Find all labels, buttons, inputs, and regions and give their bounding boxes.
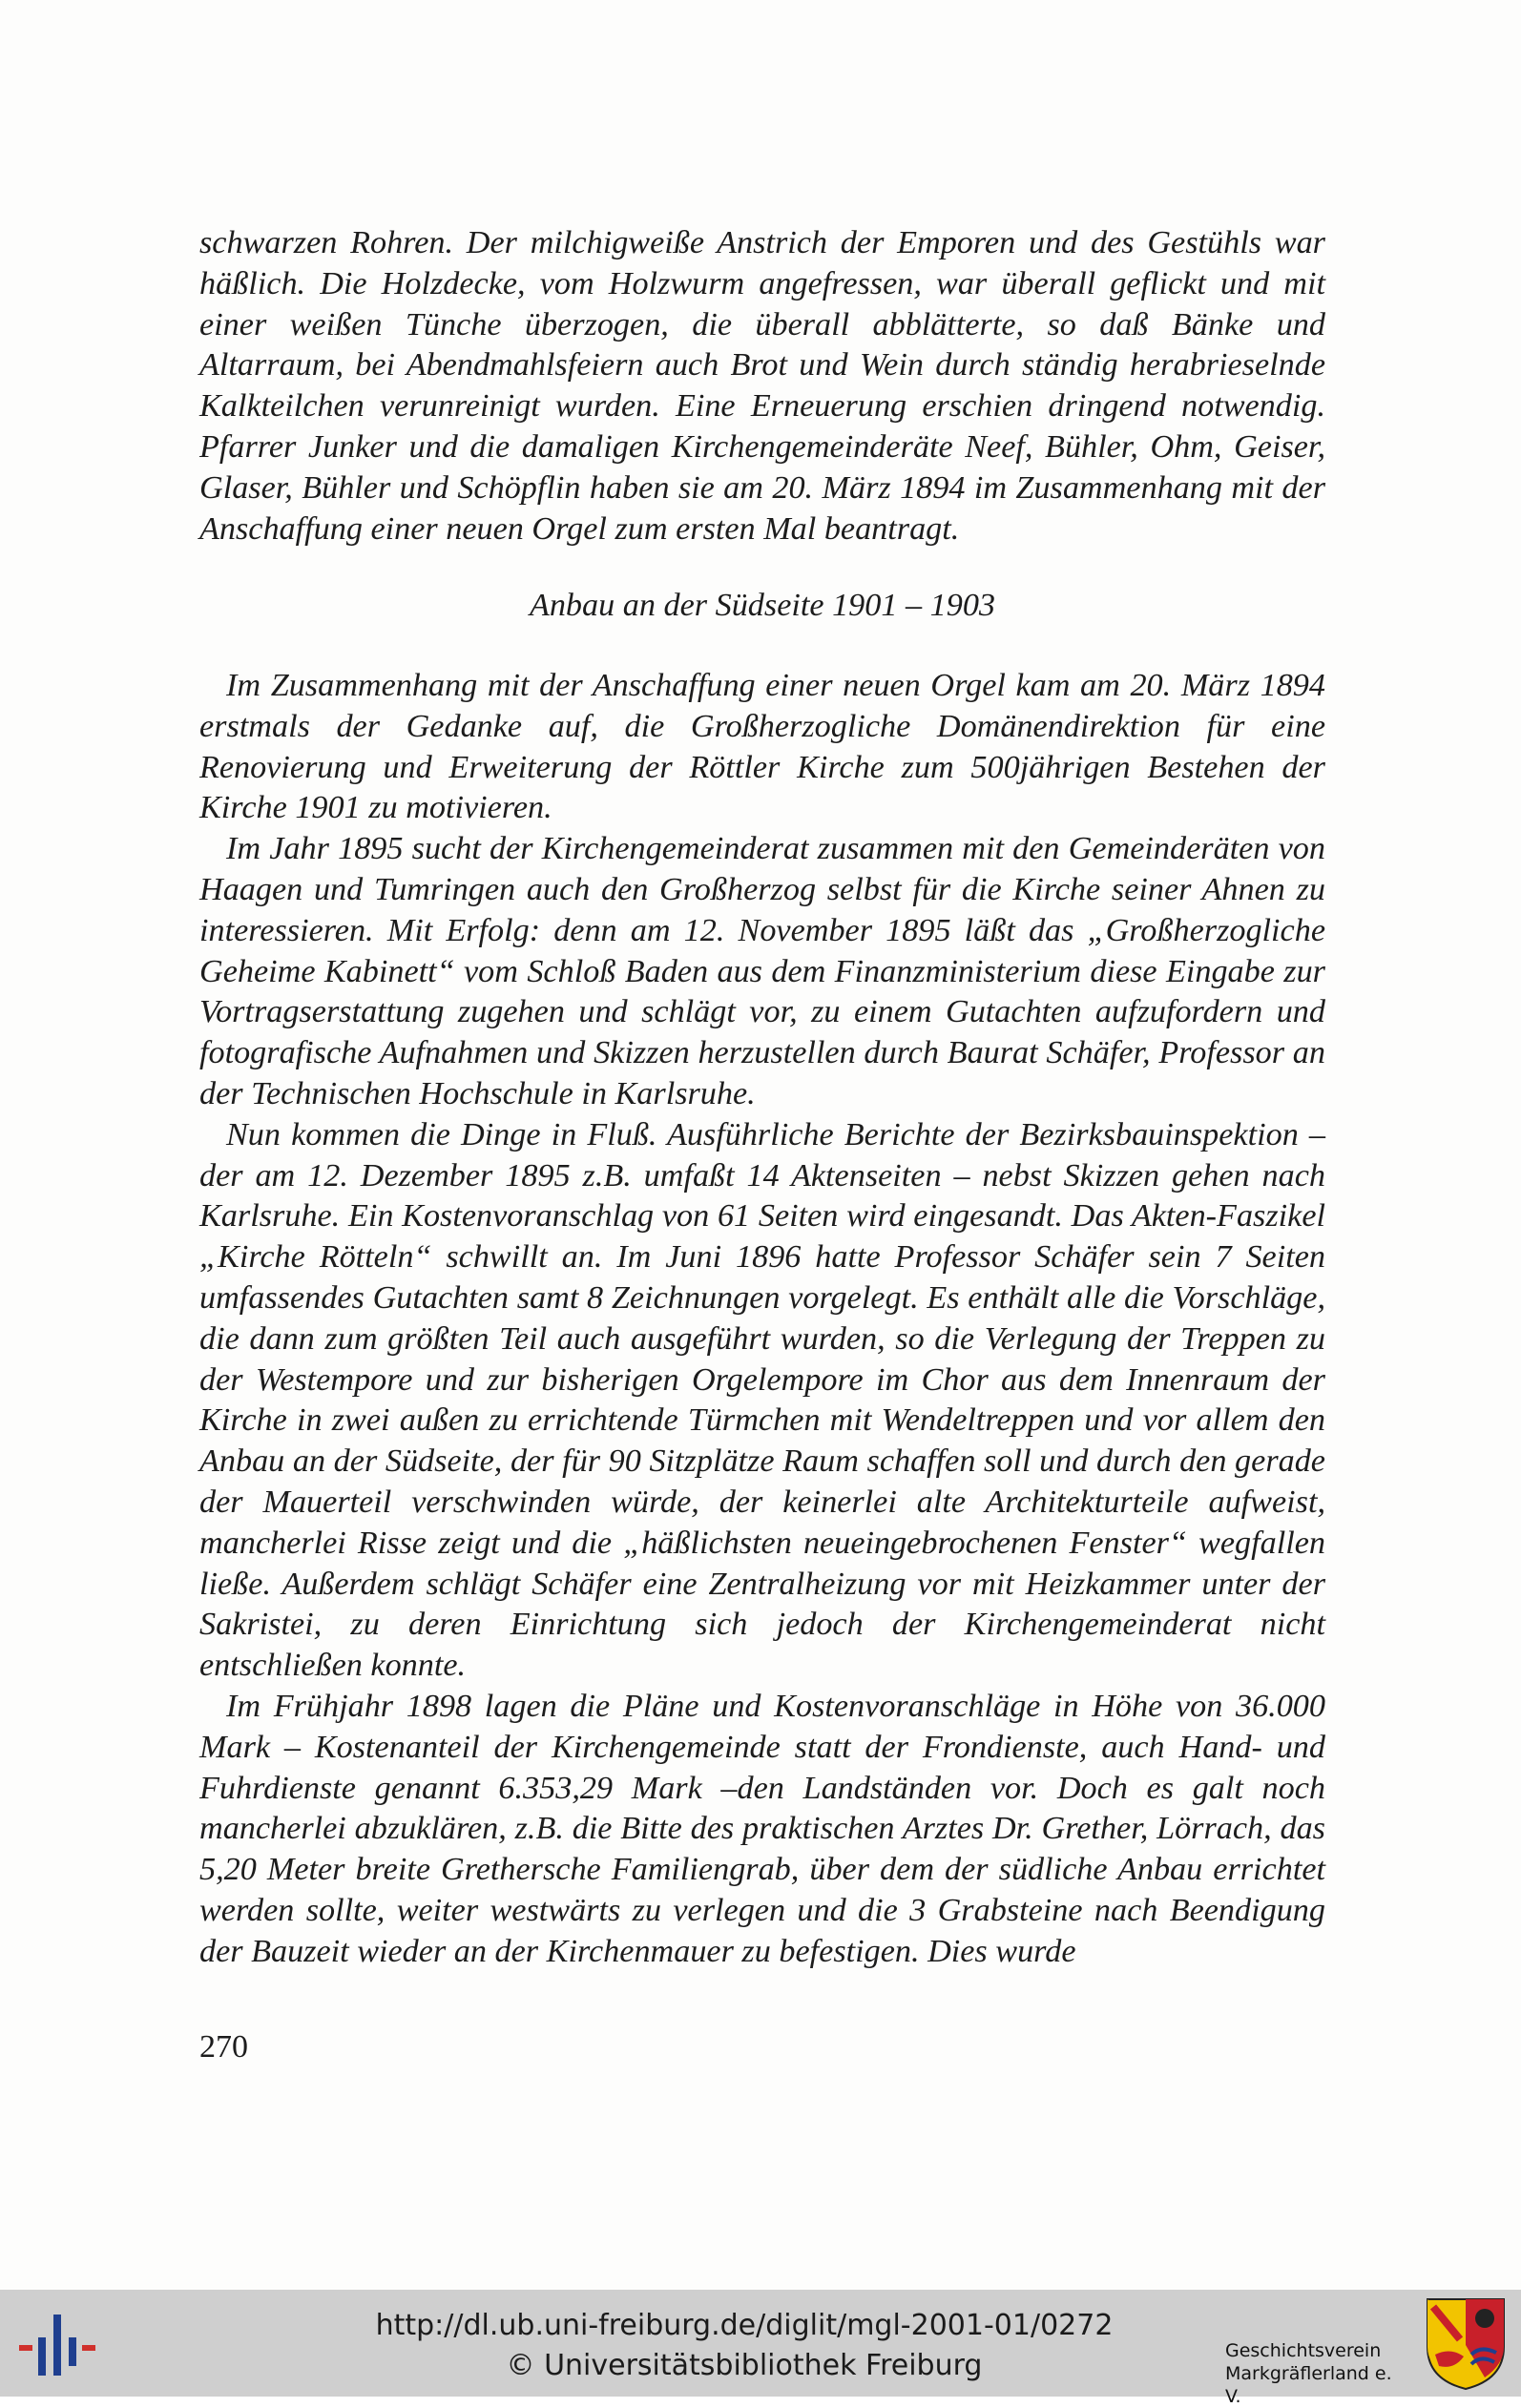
footer-bar — [0, 2290, 1521, 2407]
top-paragraph: schwarzen Rohren. Der milchigweiße Anstrich der Emporen und des Gestühls war häßlich. Die Holzdecke, vom Holzwurm angefressen, war überall geflickt und mit einer weißen Tünche überzogen, die überall abblätterte, so daß Bänke und Altarraum, bei Abendmahlsfeiern auch Brot und Wein durch ständig herabrieselnde Kalkteilchen verunreinigt wurden. Eine Erneuerung erschien dringend notwendig. Pfarrer Junker und die damaligen Kirchengemeinderäte Neef, Bühler, Ohm, Geiser, Glaser, Bühler und Schöpflin haben sie am 20. März 1894 im Zusammenhang mit der Anschaffung einer neuen Orgel zum ersten Mal beantragt. — [199, 225, 1325, 547]
paragraph: Im Jahr 1895 sucht der Kirchengemeinderat zusammen mit den Gemeinderäten von Haagen und Tumringen auch den Großherzog selbst für die Kirche seiner Ahnen zu interessieren. Mit Erfolg: denn am 12. November 1895 läßt das „Großherzogliche Geheime Kabinett“ vom Schloß Baden aus dem Finanzministerium diese Eingabe zur Vortragserstattung zugehen und schlägt vor, zu einem Gutachten aufzufordern und fotografische Aufnahmen und Skizzen herzustellen durch Baurat Schäfer, Professor an der Technischen Hochschule in Karlsruhe. — [199, 831, 1325, 1111]
paragraph: Im Zusammenhang mit der Anschaffung einer neuen Orgel kam am 20. März 1894 erstmals der Gedanke auf, die Großherzogliche Domänendirektion für eine Renovierung und Erweiterung der Röttler Kirche zum 500jährigen Bestehen der Kirche 1901 zu motivieren. — [199, 668, 1325, 826]
society-line-1: Geschichtsverein — [1225, 2340, 1382, 2361]
coat-of-arms-icon — [1426, 2297, 1506, 2391]
society-name — [1225, 2339, 1397, 2408]
footer-copyright: © Universitätsbibliothek Freiburg — [506, 2349, 983, 2382]
footer-url-link[interactable]: http://dl.ub.uni-freiburg.de/diglit/mgl-2001-01/0272 — [375, 2309, 1114, 2342]
section-heading: Anbau an der Südseite 1901 – 1903 — [529, 588, 996, 623]
top-paragraph-block — [199, 223, 1325, 550]
paragraph: Nun kommen die Dinge in Fluß. Ausführliche Berichte der Bezirksbauinspektion – der am 12. Dezember 1895 z.B. umfaßt 14 Aktenseiten – nebst Skizzen gehen nach Karlsruhe. Ein Kostenvoranschlag von 61 Seiten wird eingesandt. Das Akten-Faszikel „Kirche Rötteln“ schwillt an. Im Juni 1896 hatte Professor Schäfer sein 7 Seiten umfassendes Gutachten samt 8 Zeichnungen vorgelegt. Es enthält alle die Vorschläge, die dann zum größten Teil auch ausgeführt wurden, so die Verlegung der Treppen zu der Westempore und zur bisherigen Orgelempore im Chor aus dem Innenraum der Kirche in zwei außen zu errichtende Türmchen mit Wendeltreppen und vor allem den Anbau an der Südseite, der für 90 Sitzplätze Raum schaffen soll und durch den gerade der Mauerteil verschwinden würde, der keinerlei alte Architekturteile aufweist, mancherlei Risse zeigt und die „häßlichsten neueingebrochenen Fenster“ wegfallen ließe. Außerdem schlägt Schäfer eine Zentralheizung vor mit Heizkammer unter der Sakristei, zu deren Einrichtung sich jedoch der Kirchengemeinderat nicht entschließen konnte. — [199, 1116, 1325, 1684]
society-line-2: Markgräflerland e. V. — [1225, 2363, 1392, 2407]
page-number: 270 — [199, 2029, 248, 2065]
ub-freiburg-logo-icon — [19, 2309, 105, 2385]
paragraph: Im Frühjahr 1898 lagen die Pläne und Kostenvoranschläge in Höhe von 36.000 Mark – Kostenanteil der Kirchengemeinde statt der Frondienste, auch Hand- und Fuhrdienste genannt 6.353,29 Mark –den Landständen vor. Doch es galt noch mancherlei abzuklären, z.B. die Bitte des praktischen Arztes Dr. Grether, Lörrach, das 5,20 Meter breite Grethersche Familiengrab, über dem der südliche Anbau errichtet werden sollte, weiter westwärts zu verlegen und die 3 Grabsteine nach Beendigung der Bauzeit wieder an der Kirchenmauer zu befestigen. Dies wurde — [199, 1688, 1325, 1969]
body-text — [199, 666, 1325, 1973]
